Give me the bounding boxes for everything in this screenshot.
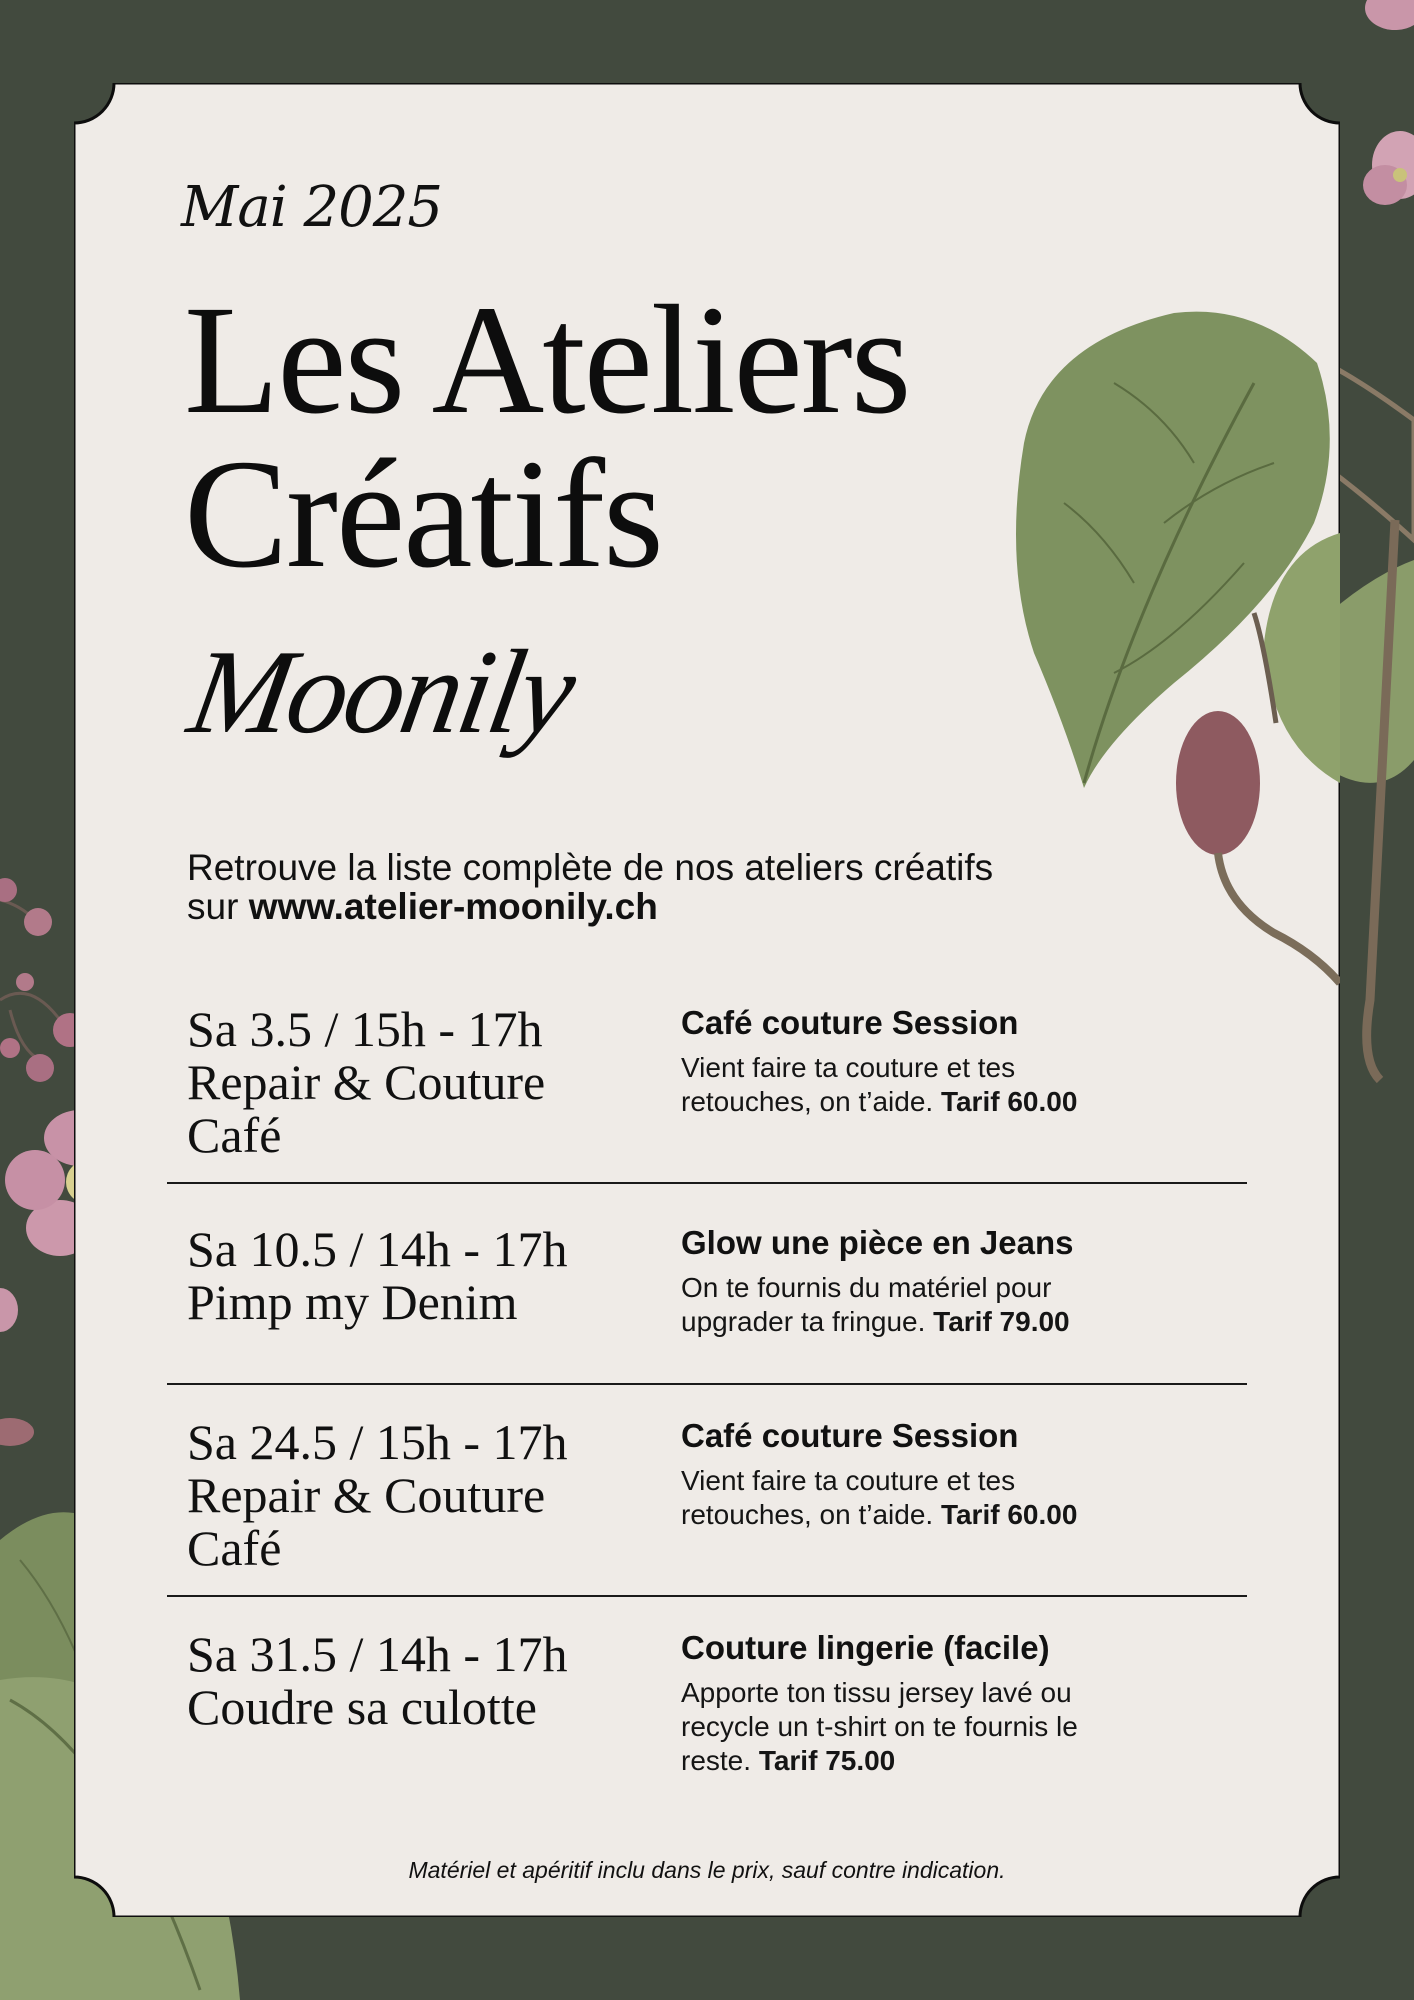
session-date-time: Sa 31.5 / 14h - 17h (187, 1626, 568, 1682)
flower-top-right-icon (1363, 0, 1414, 205)
session-headline: Café couture Session (681, 1417, 1019, 1454)
session-description-text: Apporte ton tissu jersey lavé ou recycle un t-shirt on te fournis le reste. (681, 1677, 1078, 1776)
session-details (681, 1416, 1151, 1532)
intro-sentence: Retrouve la liste complète de nos ateliers créatifs sur (187, 847, 994, 927)
session-description (681, 1464, 1151, 1532)
session-headline: Couture lingerie (facile) (681, 1629, 1050, 1666)
session-price: Tarif 60.00 (940, 1499, 1078, 1530)
session-name: Repair & Couture Café (187, 1054, 546, 1163)
session-name: Repair & Couture Café (187, 1467, 546, 1576)
session-description-text: On te fournis du matériel pour upgrader ta fringue. (681, 1272, 1052, 1337)
footer-note: Matériel et apéritif inclu dans le prix, sauf contre indication. (408, 1857, 1006, 1883)
session-when (187, 1416, 647, 1575)
brand-logo: Moonily (180, 625, 583, 758)
session-date-time: Sa 3.5 / 15h - 17h (187, 1001, 543, 1057)
title-line-2: Créatifs (184, 427, 662, 600)
session-when (187, 1003, 647, 1162)
session-details (681, 1223, 1151, 1339)
session-date-time: Sa 10.5 / 14h - 17h (187, 1221, 568, 1277)
session-description (681, 1051, 1151, 1119)
session-name: Coudre sa culotte (187, 1679, 537, 1735)
session-details (681, 1628, 1151, 1778)
session-divider (167, 1595, 1247, 1597)
session-description (681, 1271, 1151, 1339)
page-title (184, 273, 910, 600)
session-date-time: Sa 24.5 / 15h - 17h (187, 1414, 568, 1470)
session-price: Tarif 75.00 (758, 1745, 896, 1776)
session-description-text: Vient faire ta couture et tes retouches, on t’aide. (681, 1465, 1016, 1530)
session-description (681, 1676, 1151, 1778)
website-link[interactable]: www.atelier-moonily.ch (248, 886, 658, 927)
session-headline: Café couture Session (681, 1004, 1019, 1041)
session-description-text: Vient faire ta couture et tes retouches, on t’aide. (681, 1052, 1016, 1117)
event-card (74, 83, 1340, 1917)
title-line-1: Les Ateliers (184, 273, 910, 446)
session-when (187, 1223, 647, 1329)
session-name: Pimp my Denim (187, 1274, 518, 1330)
month-label: Mai 2025 (181, 175, 442, 240)
session-details (681, 1003, 1151, 1119)
session-price: Tarif 60.00 (940, 1086, 1078, 1117)
session-divider (167, 1383, 1247, 1385)
session-when (187, 1628, 647, 1734)
session-headline: Glow une pièce en Jeans (681, 1224, 1074, 1261)
intro-text (187, 848, 1047, 926)
session-divider (167, 1182, 1247, 1184)
session-price: Tarif 79.00 (933, 1306, 1070, 1337)
